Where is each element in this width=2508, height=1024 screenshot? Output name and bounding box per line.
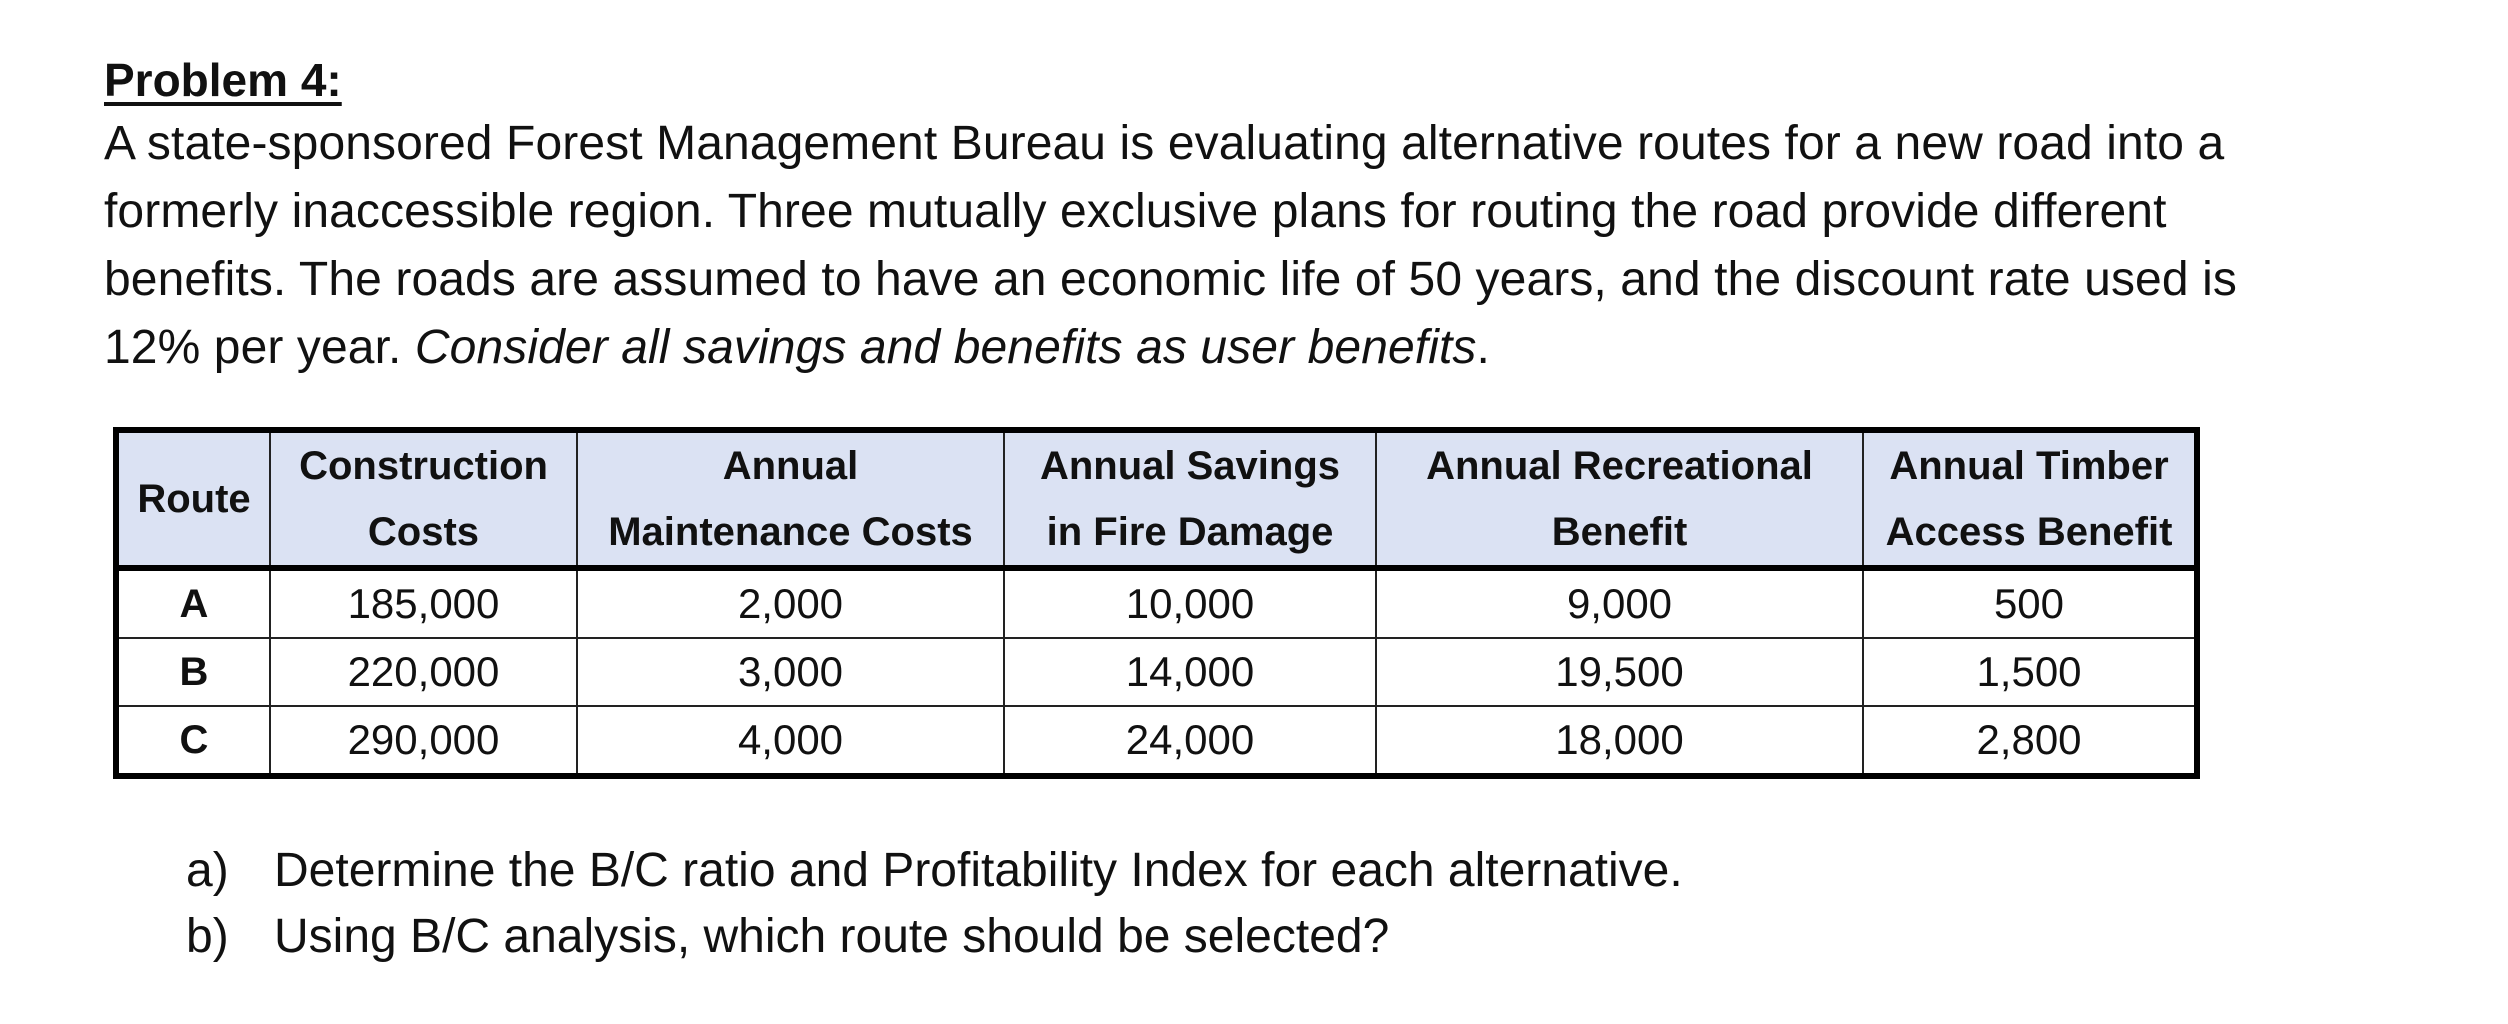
header-line: Maintenance Costs [608, 510, 973, 554]
table-row [116, 638, 2197, 706]
prompt-text: A state-sponsored Forest Management Bureau is evaluating alternative routes for a new road into a formerly inaccessible region. Three mutually exclusive plans for routing the road provide different benefits. The roads are assumed to have an economic life of 50 years, and the discount rate used is 12% per year. [104, 117, 2237, 374]
header-line: Access Benefit [1885, 510, 2173, 554]
header-annual-timber-access-benefit [1863, 430, 2197, 568]
header-annual-savings-fire-damage [1004, 430, 1376, 568]
cell-route: C [116, 706, 270, 776]
header-line: Annual Savings [1039, 444, 1341, 488]
header-line: in Fire Damage [1046, 510, 1334, 554]
cell-maintenance: 2,000 [577, 568, 1004, 638]
cell-timber: 2,800 [1863, 706, 2197, 776]
header-line: Annual Recreational [1426, 444, 1813, 488]
cell-recreational: 18,000 [1376, 706, 1863, 776]
problem-prompt: A state-sponsored Forest Management Bureau is evaluating alternative routes for a new road into a formerly inaccessible region. Three mutually exclusive plans for routing the road provide different benefits. The roads are assumed to have an economic life of 50 years, and the discount rate used is 12% per year. Consider all savings and benefits as user benefits. [104, 117, 2237, 374]
cell-construction: 290,000 [270, 706, 577, 776]
cell-fire-savings: 10,000 [1004, 568, 1376, 638]
header-route-label: Route [137, 477, 251, 521]
cell-fire-savings: 24,000 [1004, 706, 1376, 776]
cell-maintenance: 3,000 [577, 638, 1004, 706]
header-annual-recreational-benefit [1376, 430, 1863, 568]
header-line: Annual [722, 444, 859, 488]
problem-document [104, 50, 2404, 382]
cell-fire-savings: 14,000 [1004, 638, 1376, 706]
question-label: a) [186, 844, 229, 897]
table-header-row [116, 430, 2197, 568]
header-route [116, 430, 270, 568]
cell-maintenance: 4,000 [577, 706, 1004, 776]
cell-construction: 220,000 [270, 638, 577, 706]
cell-route: B [116, 638, 270, 706]
question-text: Using B/C analysis, which route should be selected? [274, 910, 1390, 963]
header-line: Annual Timber [1889, 444, 2169, 488]
cell-recreational: 19,500 [1376, 638, 1863, 706]
list-item [186, 904, 1683, 970]
prompt-emphasis: Consider all savings and benefits as user benefits [414, 321, 1477, 374]
cell-timber: 500 [1863, 568, 2197, 638]
header-line: Costs [367, 510, 480, 554]
header-line: Benefit [1551, 510, 1688, 554]
list-item [186, 838, 1683, 904]
routes-table-container [113, 427, 2200, 779]
header-construction-costs [270, 430, 577, 568]
cell-route: A [116, 568, 270, 638]
question-label: b) [186, 910, 229, 963]
routes-table [113, 427, 2200, 779]
table-row [116, 568, 2197, 638]
problem-title: Problem 4: [104, 54, 342, 106]
cell-construction: 185,000 [270, 568, 577, 638]
question-text: Determine the B/C ratio and Profitability Index for each alternative. [274, 844, 1683, 897]
header-line: Construction [299, 444, 548, 488]
header-annual-maintenance-costs [577, 430, 1004, 568]
cell-timber: 1,500 [1863, 638, 2197, 706]
table-row [116, 706, 2197, 776]
cell-recreational: 9,000 [1376, 568, 1863, 638]
question-list [186, 838, 1683, 970]
